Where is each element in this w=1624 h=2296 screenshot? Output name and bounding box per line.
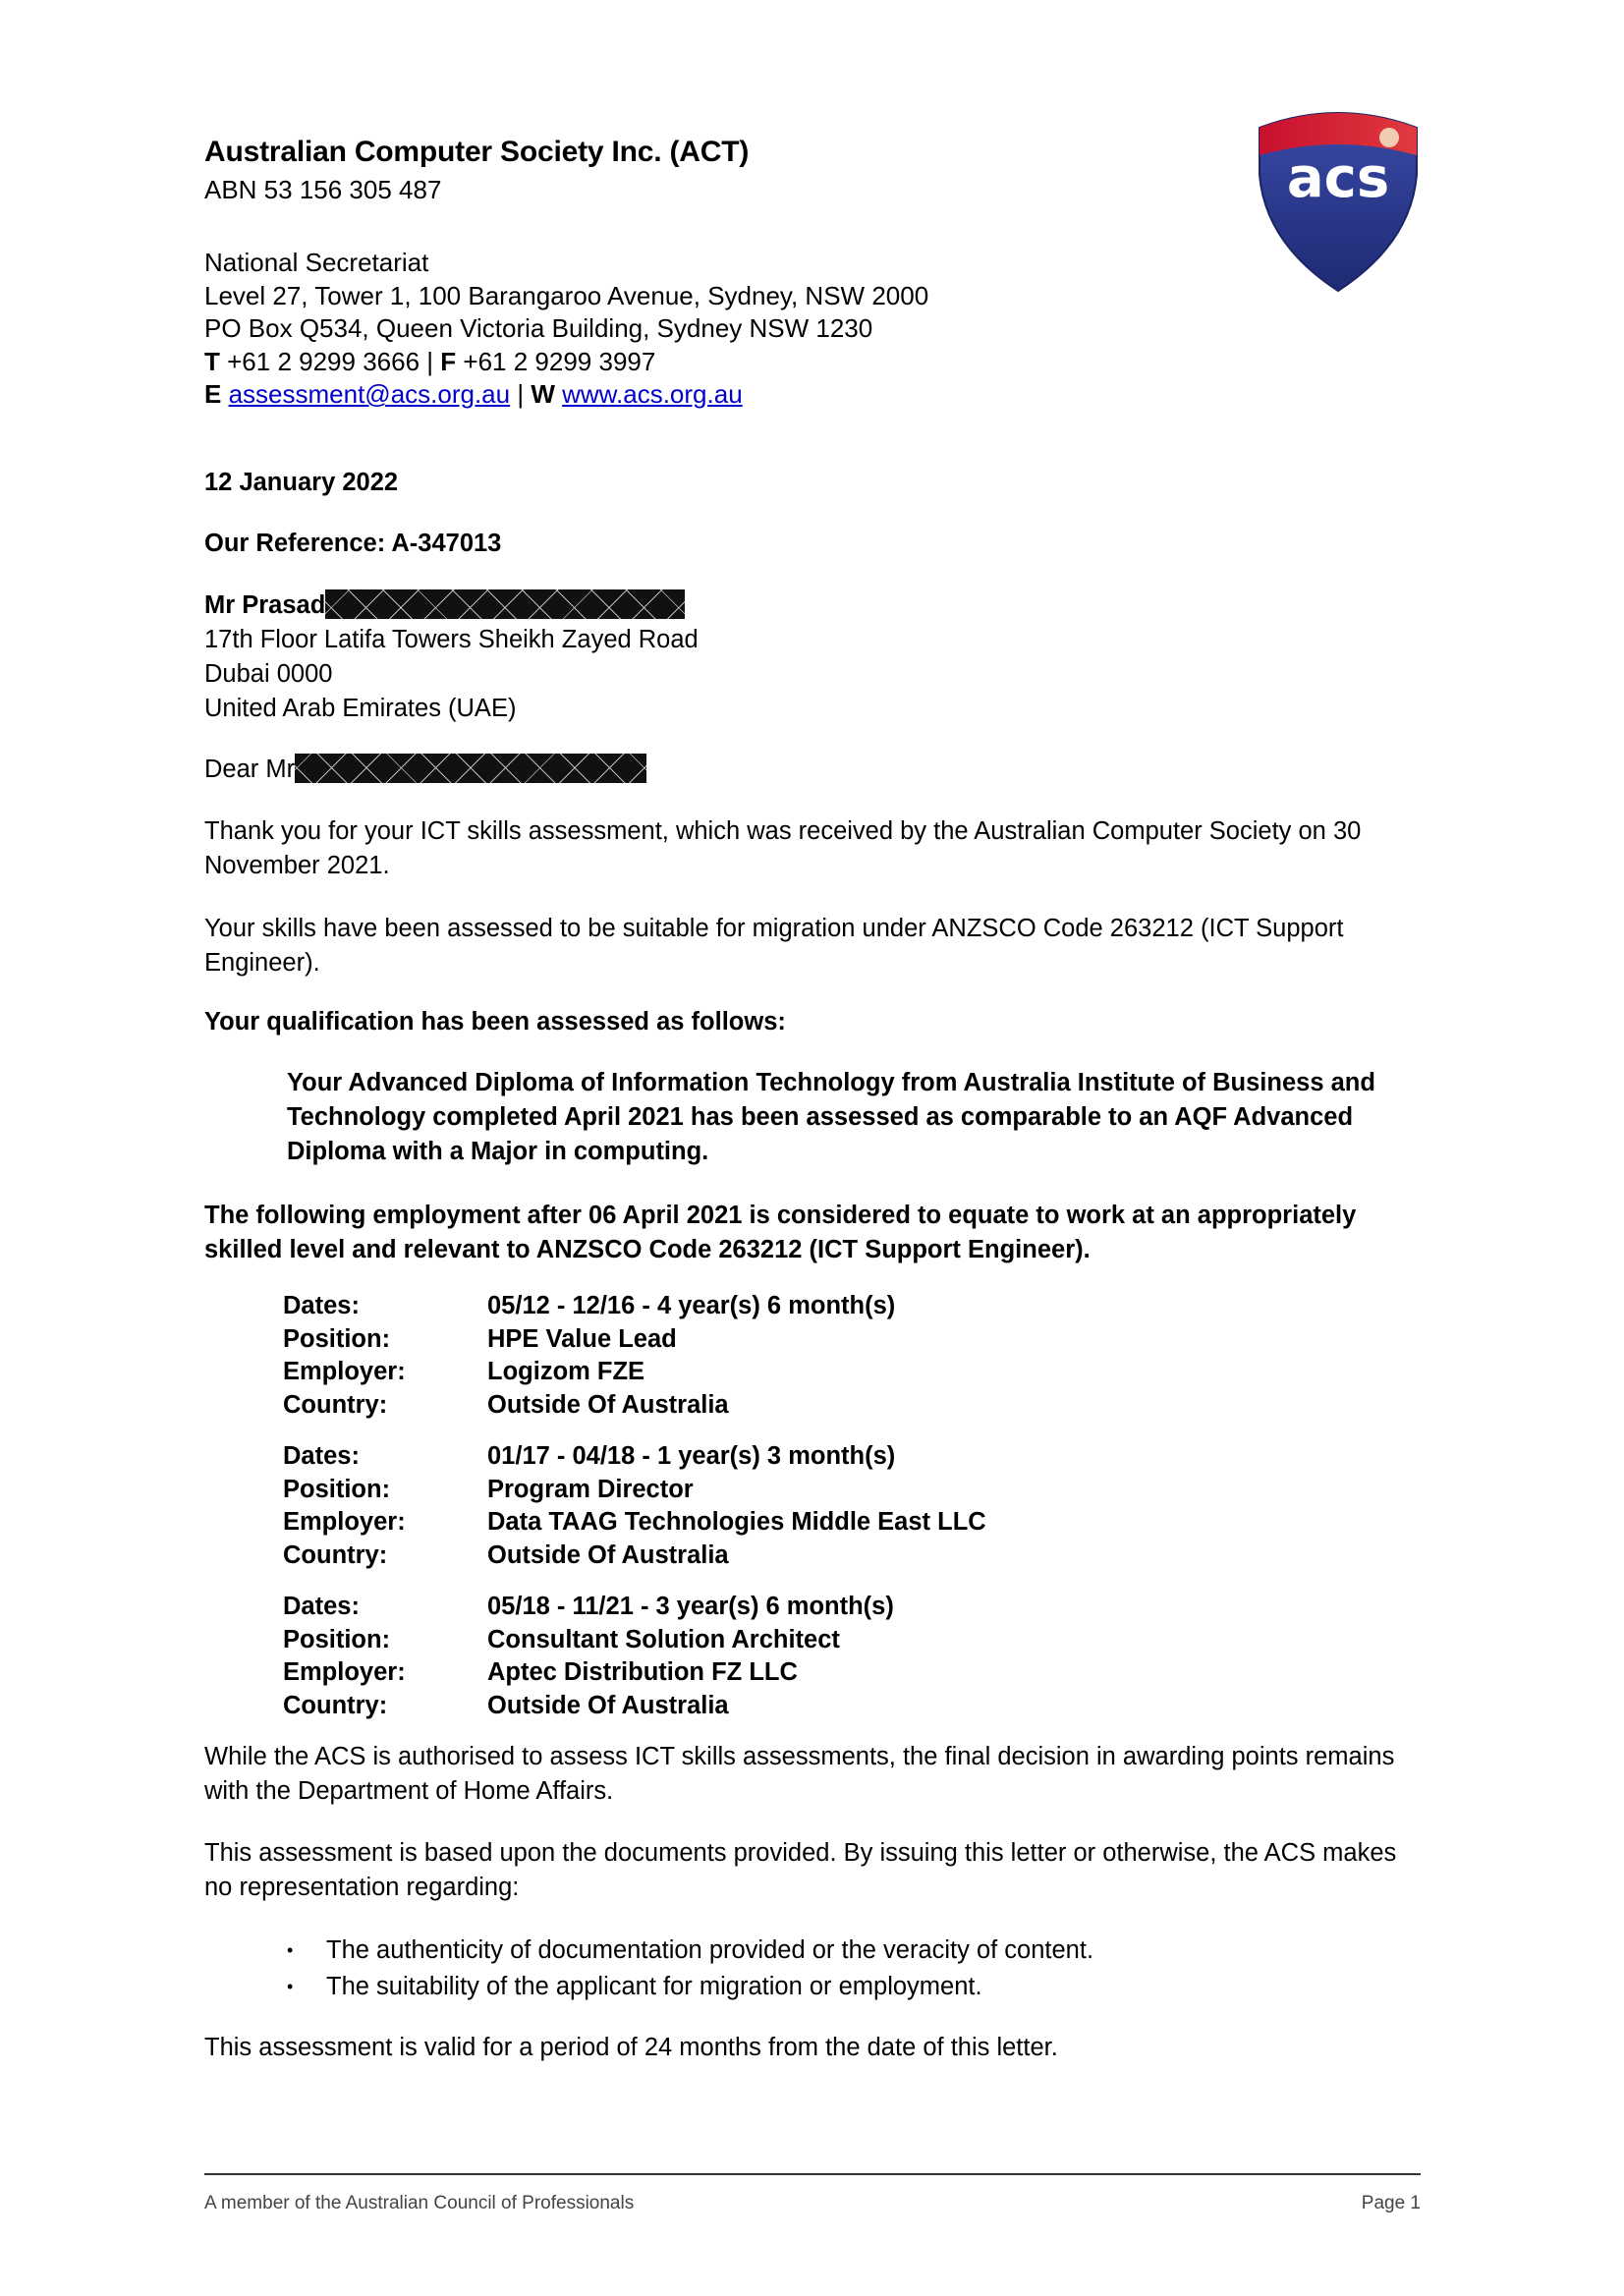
dates-label: Dates: [283,1292,360,1319]
fax-label: F [440,346,457,376]
page-number: Page 1 [1361,2193,1421,2213]
country-value: Outside Of Australia [487,1691,729,1719]
recipient-address-line: Dubai 0000 [204,660,333,688]
email-link[interactable]: assessment@acs.org.au [228,379,511,409]
salutation-line [204,753,1423,787]
salutation: Dear Mr [204,756,296,783]
dates-value: 05/18 - 11/21 - 3 year(s) 6 month(s) [487,1593,894,1620]
web-label: W [531,379,555,409]
separator: | [517,379,525,409]
paragraph-documents: This assessment is based upon the documents provided. By issuing this letter or otherwise, the ACS makes no representation regarding: [204,1839,1397,1901]
employer-label: Employer: [283,1358,406,1385]
address-line: Level 27, Tower 1, 100 Barangaroo Avenue, Sydney, NSW 2000 [204,280,929,310]
web-link[interactable]: www.acs.org.au [562,379,743,409]
country-value: Outside Of Australia [487,1540,729,1569]
dates-label: Dates: [283,1442,360,1470]
email-label: E [204,379,222,409]
country-value: Outside Of Australia [487,1390,729,1419]
recipient-address-line: 17th Floor Latifa Towers Sheikh Zayed Road [204,626,699,653]
email-web-line [204,378,928,412]
org-address [204,247,928,412]
paragraph-suitable: Your skills have been assessed to be suitable for migration under ANZSCO Code 263212 (ICT Support Engineer). [204,915,1344,977]
representation-list [287,1932,1093,2005]
position-value: Consultant Solution Architect [487,1625,840,1653]
recipient-address-line: United Arab Emirates (UAE) [204,695,517,722]
paragraph-home-affairs: While the ACS is authorised to assess ICT skills assessments, the final decision in awarding points remains with the Department of Home Affairs. [204,1743,1395,1805]
position-label: Position: [283,1475,391,1503]
phone-label: T [204,346,220,376]
separator: | [426,346,434,376]
employer-label: Employer: [283,1508,406,1536]
dates-value: 01/17 - 04/18 - 1 year(s) 3 month(s) [487,1442,896,1470]
country-label: Country: [283,1390,388,1419]
employment-entry [283,1440,986,1572]
qualification-heading: Your qualification has been assessed as follows: [204,1008,786,1036]
phone-fax-line [204,346,928,379]
recipient-name: Mr Prasad [204,591,326,619]
employment-entry [283,1290,895,1422]
list-item: • The suitability of the applicant for migration or employment. [287,1969,1093,2005]
our-reference: Our Reference: A-347013 [204,530,502,557]
org-name: Australian Computer Society Inc. (ACT) [204,136,750,168]
address-line: National Secretariat [204,248,429,277]
paragraph-received: Thank you for your ICT skills assessment, which was received by the Australian Computer Society on 30 November 2021. [204,817,1362,879]
phone: +61 2 9299 3666 [227,346,420,376]
abn: ABN 53 156 305 487 [204,175,442,204]
country-label: Country: [283,1691,388,1719]
letter-date: 12 January 2022 [204,469,399,496]
footer-divider [204,2173,1421,2175]
employment-entry [283,1591,894,1722]
fax: +61 2 9299 3997 [463,346,656,376]
footer-member-text: A member of the Australian Council of Professionals [204,2193,635,2213]
employment-heading: The following employment after 06 April 2021 is considered to equate to work at an appropriately skilled level and relevant to ANZSCO Code 263212 (ICT Support Engineer). [204,1202,1357,1263]
employer-value: Logizom FZE [487,1358,645,1385]
paragraph-validity: This assessment is valid for a period of 24 months from the date of this letter. [204,2034,1058,2061]
redacted-surname [325,589,685,619]
acs-logo [1254,106,1423,293]
dates-label: Dates: [283,1593,360,1620]
country-label: Country: [283,1540,388,1569]
address-line: PO Box Q534, Queen Victoria Building, Sydney NSW 1230 [204,313,873,343]
position-label: Position: [283,1324,391,1353]
employer-label: Employer: [283,1658,406,1686]
position-value: HPE Value Lead [487,1324,677,1353]
recipient-block [204,588,1423,726]
qualification-text: Your Advanced Diploma of Information Technology from Australia Institute of Business and Technology completed April 2021 has been assessed as comparable to an AQF Advanced Diploma with a Major in computing. [287,1069,1375,1165]
dates-value: 05/12 - 12/16 - 4 year(s) 6 month(s) [487,1292,896,1319]
employer-value: Aptec Distribution FZ LLC [487,1658,798,1686]
list-item: • The authenticity of documentation provided or the veracity of content. [287,1932,1093,1969]
redacted-name [295,754,646,783]
employer-value: Data TAAG Technologies Middle East LLC [487,1508,986,1536]
position-value: Program Director [487,1475,694,1503]
logo-text: acs [1286,146,1390,210]
position-label: Position: [283,1625,391,1653]
